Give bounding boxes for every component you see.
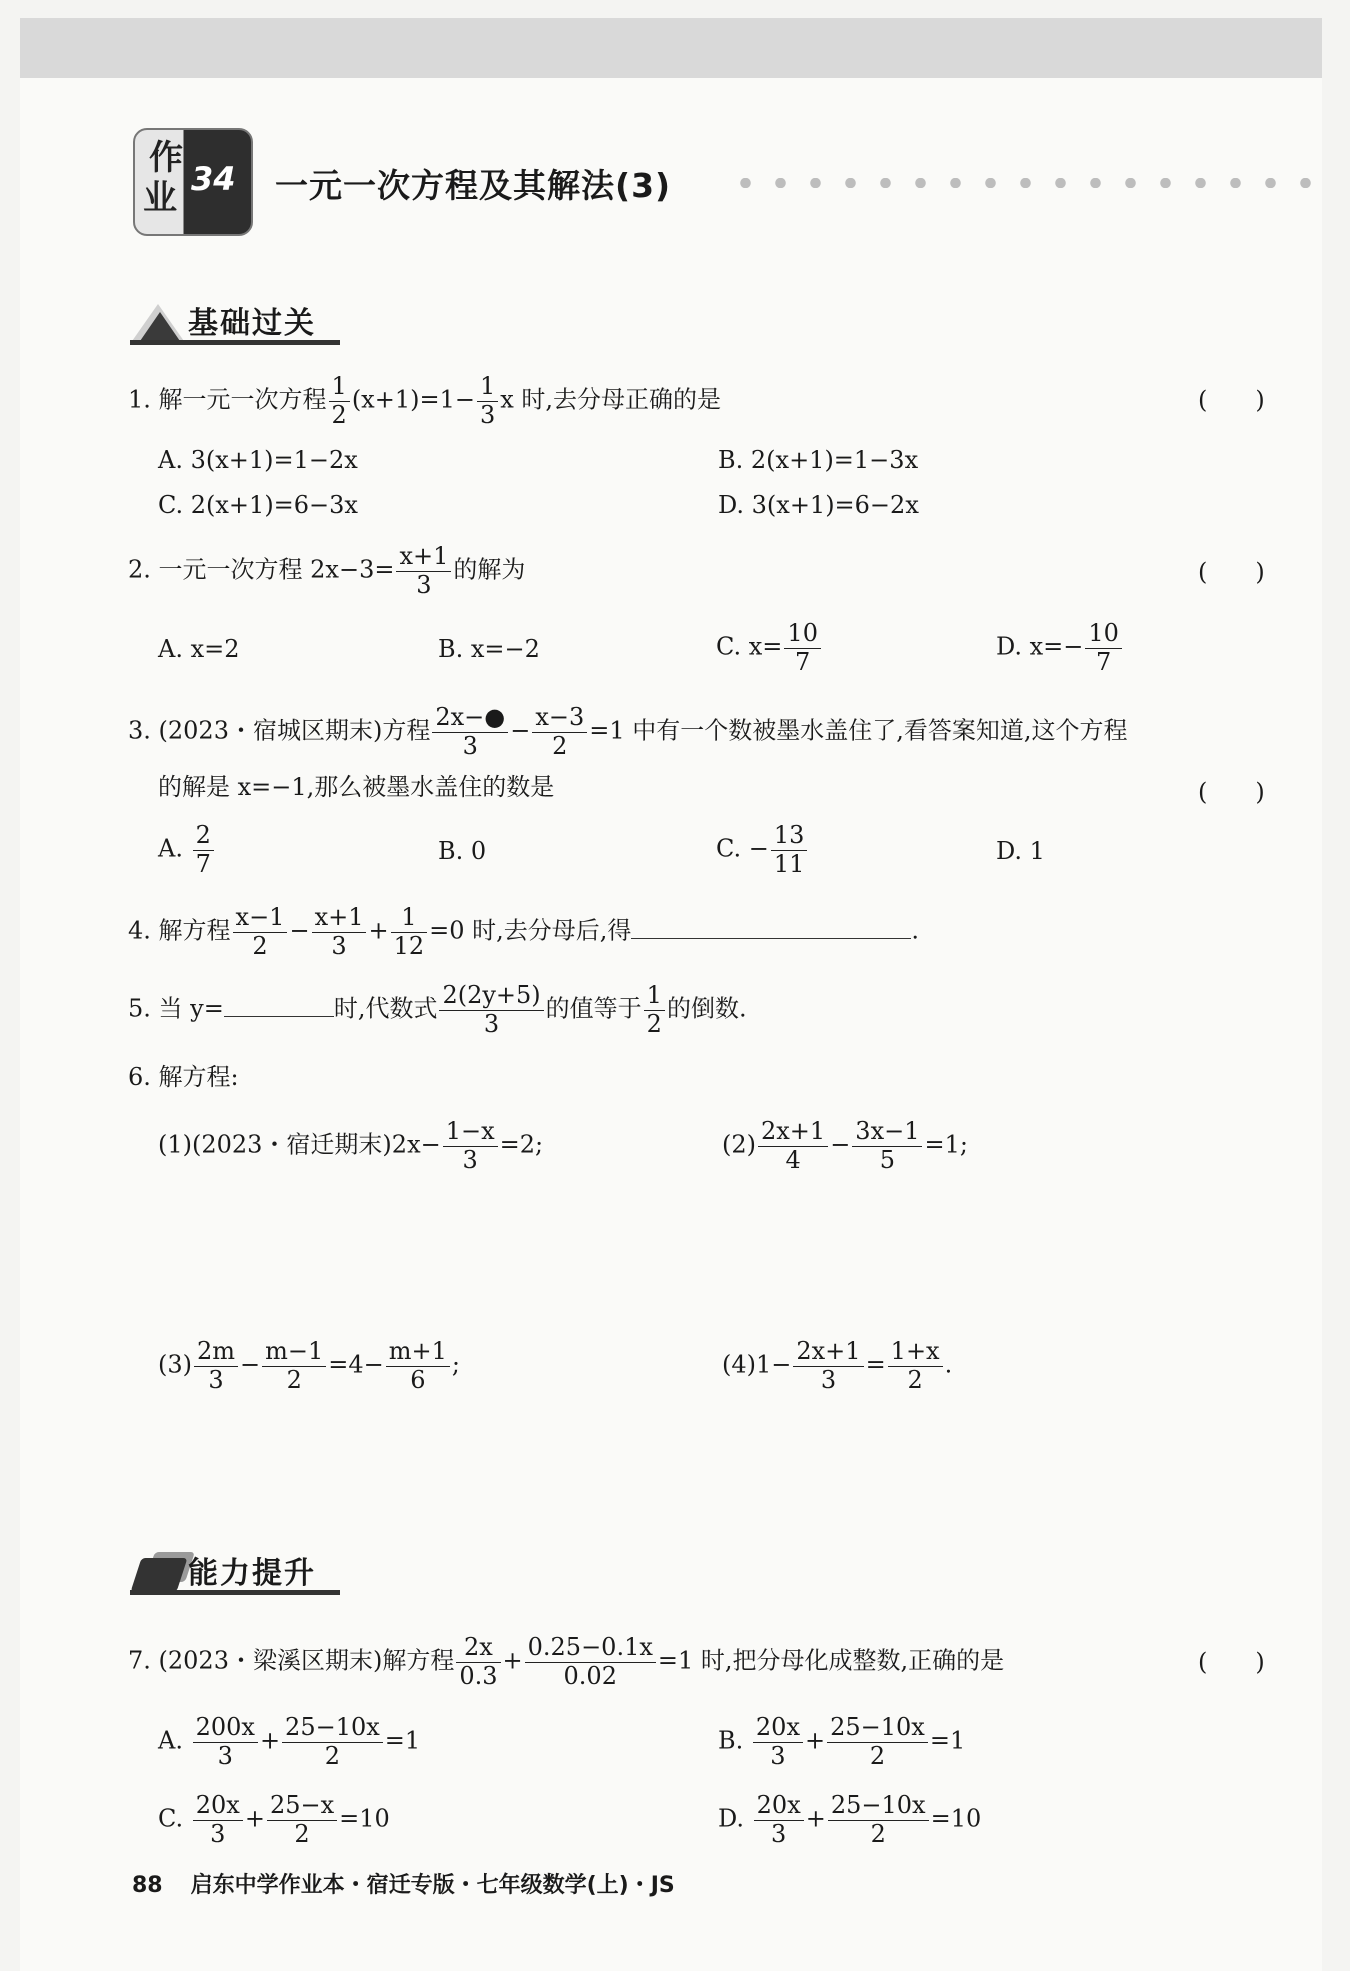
denominator: 2: [252, 931, 268, 960]
option-prefix: B.: [718, 1726, 751, 1755]
fraction: [329, 373, 350, 429]
fraction: [456, 1634, 500, 1690]
q6-part-3: [158, 1338, 460, 1394]
denominator: 3: [331, 931, 347, 960]
fraction: [758, 1118, 828, 1174]
fraction: [233, 904, 288, 960]
section-label: 能力提升: [188, 1556, 316, 1591]
numerator: x+1: [312, 904, 367, 933]
operator: −: [510, 716, 531, 745]
answer-bracket-q3[interactable]: ( ): [1198, 778, 1265, 806]
answer-bracket-q1[interactable]: ( ): [1198, 386, 1265, 414]
q1-option-d: D. 3(x+1)=6−2x: [718, 491, 919, 519]
question-5: [128, 982, 747, 1038]
part-prefix: (2): [722, 1130, 756, 1159]
fraction: [532, 704, 587, 760]
numerator: 2x+1: [758, 1118, 828, 1147]
q6-part-2: [722, 1118, 968, 1174]
denominator: 3: [771, 1819, 787, 1848]
denominator: 0.3: [459, 1661, 498, 1690]
q1-option-b: B. 2(x+1)=1−3x: [718, 446, 919, 474]
numerator: 10: [784, 620, 821, 649]
part-suffix: .: [944, 1350, 953, 1379]
numerator: x+1: [396, 543, 451, 572]
numerator: 25−10x: [827, 1714, 928, 1743]
q4-prefix: 4. 解方程: [128, 916, 231, 945]
q3-line-2: 的解是 x=−1,那么被墨水盖住的数是: [158, 773, 555, 801]
numerator: 10: [1085, 620, 1122, 649]
numerator: 1: [477, 373, 498, 402]
numerator: 25−10x: [282, 1714, 383, 1743]
operator: −: [289, 916, 310, 945]
q5-prefix: 5. 当 y=: [128, 994, 224, 1023]
denominator: 7: [195, 849, 211, 878]
part-suffix: =1;: [924, 1130, 968, 1159]
answer-bracket-q7[interactable]: ( ): [1198, 1648, 1265, 1676]
q1-option-a: A. 3(x+1)=1−2x: [158, 446, 358, 474]
numerator: 1: [329, 373, 350, 402]
numerator: 20x: [193, 1792, 243, 1821]
q7-option-b: [718, 1714, 965, 1770]
denominator: 3: [483, 1009, 500, 1038]
operator: −: [830, 1130, 851, 1159]
q5-mid2: 的值等于: [545, 994, 642, 1023]
q1-option-c: C. 2(x+1)=6−3x: [158, 491, 358, 519]
fraction: [753, 1714, 803, 1770]
q3-suffix: =1 中有一个数被墨水盖住了,看答案知道,这个方程: [589, 716, 1128, 745]
denominator: 2: [907, 1365, 923, 1394]
option-prefix: C. −: [716, 834, 769, 863]
q7-prefix: 7. (2023・梁溪区期末)解方程: [128, 1646, 455, 1675]
fraction: [525, 1634, 656, 1690]
q3-option-b: B. 0: [438, 837, 487, 865]
q2-option-b: B. x=−2: [438, 635, 540, 663]
denominator: 0.02: [563, 1661, 617, 1690]
q3-option-d: D. 1: [996, 837, 1045, 865]
numerator: 25−10x: [828, 1792, 929, 1821]
numerator: 2(2y+5): [439, 982, 543, 1011]
q5-suffix: 的倒数.: [666, 994, 747, 1023]
question-7: [128, 1634, 1004, 1690]
q4-end: .: [911, 916, 920, 945]
q7-option-d: [718, 1792, 981, 1848]
badge-number: 34: [191, 160, 236, 198]
option-prefix: C. x=: [716, 632, 783, 661]
part-prefix: (3): [158, 1350, 192, 1379]
q7-option-c: [158, 1792, 390, 1848]
fraction: [852, 1118, 922, 1174]
numerator: 1: [391, 904, 428, 933]
operator: +: [244, 1804, 265, 1833]
denominator: 2: [870, 1819, 886, 1848]
numerator: 1−x: [443, 1118, 498, 1147]
title-dots-decoration: [728, 178, 1328, 188]
fraction: [432, 704, 508, 760]
fraction: [193, 1792, 243, 1848]
question-6: 6. 解方程:: [128, 1063, 239, 1091]
denominator: 2: [294, 1819, 310, 1848]
denominator: 6: [410, 1365, 426, 1394]
fraction: [193, 1714, 258, 1770]
numerator: 1+x: [888, 1338, 943, 1367]
numerator: 200x: [193, 1714, 258, 1743]
answer-blank-q5[interactable]: [224, 1016, 334, 1017]
fraction: [282, 1714, 383, 1770]
denominator: 11: [773, 849, 805, 878]
option-suffix: =10: [339, 1804, 390, 1833]
q7-option-a: [158, 1714, 420, 1770]
denominator: 3: [462, 1145, 478, 1174]
numerator: 20x: [754, 1792, 804, 1821]
fraction: [396, 543, 451, 599]
q2-option-c: [716, 620, 823, 676]
fraction: [194, 1338, 238, 1394]
top-scan-band: [20, 18, 1322, 78]
section-block-icon: [130, 1558, 187, 1592]
section-label: 基础过关: [188, 306, 316, 341]
numerator: 2: [193, 822, 214, 851]
q6-part-1: [158, 1118, 543, 1174]
numerator: x−1: [233, 904, 288, 933]
numerator: 1: [644, 982, 665, 1011]
fraction: [771, 822, 808, 878]
part-suffix: =2;: [499, 1130, 544, 1159]
numerator: m+1: [386, 1338, 450, 1367]
numerator: 20x: [753, 1714, 803, 1743]
operator: +: [804, 1726, 826, 1755]
denominator: 12: [393, 931, 425, 960]
question-2: [128, 543, 525, 599]
denominator: 3: [217, 1741, 233, 1770]
operator: +: [502, 1646, 523, 1675]
numerator: 2x−●: [432, 704, 508, 733]
denominator: 3: [208, 1365, 224, 1394]
option-prefix: D. x=−: [996, 632, 1084, 661]
option-prefix: C.: [158, 1804, 191, 1833]
fraction: [439, 982, 543, 1038]
denominator: 5: [879, 1145, 896, 1174]
badge-bottom-char: 业: [143, 178, 177, 218]
fraction: [888, 1338, 943, 1394]
assignment-badge: [133, 128, 253, 236]
fraction: [644, 982, 665, 1038]
fraction: [262, 1338, 326, 1394]
fraction: [391, 904, 428, 960]
numerator: 0.25−0.1x: [525, 1634, 656, 1663]
part-prefix: (4)1−: [722, 1350, 792, 1379]
option-prefix: A.: [158, 1726, 191, 1755]
page-title: 一元一次方程及其解法(3): [275, 166, 672, 205]
part-mid: =4−: [328, 1350, 384, 1379]
q3-option-c: [716, 822, 809, 878]
section-advanced: [130, 1548, 360, 1600]
denominator: 2: [324, 1741, 341, 1770]
option-suffix: =10: [930, 1804, 982, 1833]
operator: −: [240, 1350, 261, 1379]
numerator: 13: [771, 822, 808, 851]
q1-mid: (x+1)=1−: [351, 385, 475, 414]
q4-suffix: =0 时,去分母后,得: [429, 916, 632, 945]
denominator: 2: [286, 1365, 302, 1394]
numerator: x−3: [532, 704, 587, 733]
answer-blank-q4[interactable]: [631, 938, 911, 939]
denominator: 3: [416, 570, 432, 599]
fraction: [754, 1792, 804, 1848]
operator: +: [368, 916, 389, 945]
fraction: [793, 1338, 863, 1394]
answer-bracket-q2[interactable]: ( ): [1198, 558, 1265, 586]
question-3: [128, 704, 1128, 760]
part-prefix: (1)(2023・宿迁期末)2x−: [158, 1130, 441, 1159]
denominator: 3: [462, 731, 478, 760]
operator: +: [805, 1804, 826, 1833]
part-suffix: ;: [451, 1350, 461, 1379]
q2-suffix: 的解为: [453, 555, 526, 584]
fraction: [828, 1792, 929, 1848]
option-suffix: =1: [929, 1726, 966, 1755]
part-mid: =: [865, 1350, 886, 1379]
q3-option-a: [158, 822, 216, 878]
option-suffix: =1: [384, 1726, 421, 1755]
fraction: [827, 1714, 928, 1770]
fraction: [443, 1118, 498, 1174]
fraction: [477, 373, 498, 429]
denominator: 2: [552, 731, 568, 760]
denominator: 2: [331, 400, 347, 429]
page-footer: [132, 1868, 675, 1899]
denominator: 3: [479, 400, 496, 429]
q3-prefix: 3. (2023・宿城区期末)方程: [128, 716, 431, 745]
denominator: 7: [1096, 647, 1112, 676]
page-number: 88: [132, 1873, 163, 1898]
denominator: 4: [785, 1145, 801, 1174]
fraction: [784, 620, 821, 676]
numerator: 2x: [456, 1634, 500, 1663]
denominator: 3: [820, 1365, 837, 1394]
fraction: [312, 904, 367, 960]
fraction: [386, 1338, 450, 1394]
numerator: 3x−1: [852, 1118, 922, 1147]
q2-option-a: A. x=2: [158, 635, 240, 663]
badge-top-char: 作: [149, 138, 183, 178]
book-title: 启东中学作业本・宿迁专版・七年级数学(上)・JS: [190, 1873, 675, 1898]
fraction: [193, 822, 214, 878]
operator: +: [259, 1726, 281, 1755]
question-4: [128, 904, 919, 960]
denominator: 2: [869, 1741, 886, 1770]
denominator: 7: [795, 647, 811, 676]
denominator: 3: [770, 1741, 786, 1770]
question-1: [128, 373, 721, 429]
numerator: 2x+1: [793, 1338, 863, 1367]
numerator: 25−x: [267, 1792, 337, 1821]
fraction: [1085, 620, 1122, 676]
q6-part-4: [722, 1338, 952, 1394]
fraction: [267, 1792, 337, 1848]
option-prefix: D.: [718, 1804, 752, 1833]
denominator: 3: [210, 1819, 226, 1848]
q5-mid: 时,代数式: [333, 994, 438, 1023]
q1-suffix: x 时,去分母正确的是: [500, 385, 722, 414]
denominator: 2: [646, 1009, 662, 1038]
option-prefix: A.: [158, 834, 191, 863]
q2-option-d: [996, 620, 1124, 676]
q1-prefix: 1. 解一元一次方程: [128, 385, 327, 414]
numerator: m−1: [262, 1338, 326, 1367]
section-basic: [130, 298, 360, 350]
q2-prefix: 2. 一元一次方程 2x−3=: [128, 555, 395, 584]
numerator: 2m: [194, 1338, 238, 1367]
q7-suffix: =1 时,把分母化成整数,正确的是: [657, 1646, 1005, 1675]
